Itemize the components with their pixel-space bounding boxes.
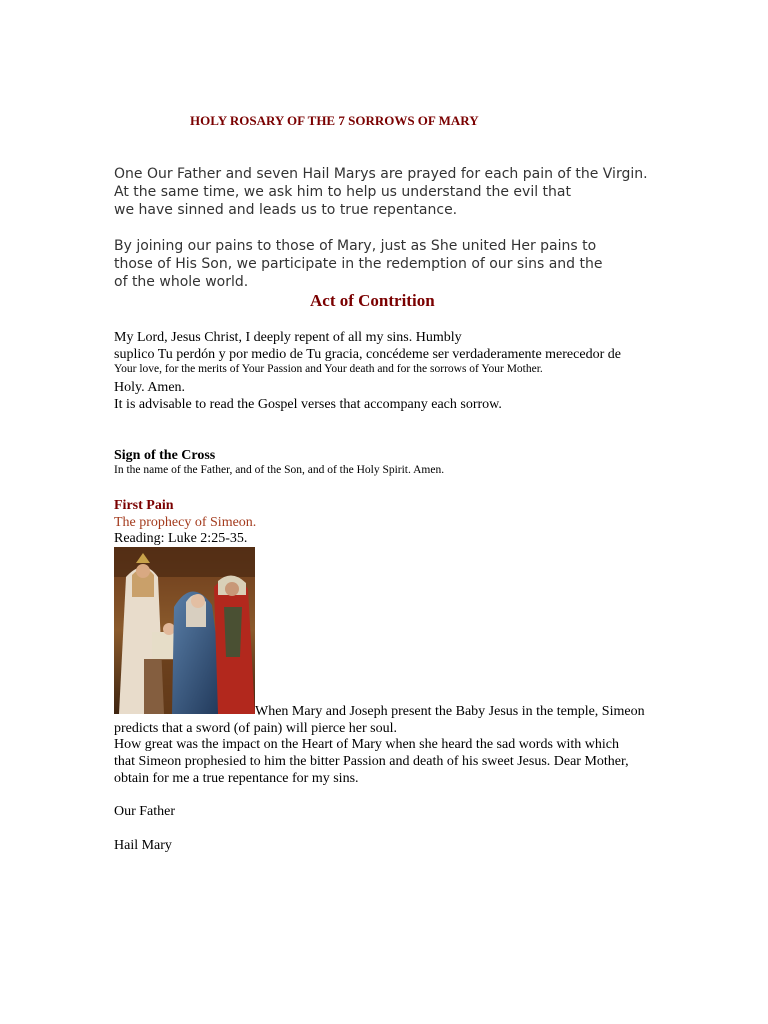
page-title: HOLY ROSARY OF THE 7 SORROWS OF MARY xyxy=(190,113,479,128)
first-pain-subtitle: The prophecy of Simeon. xyxy=(114,515,257,530)
presentation-in-temple-painting xyxy=(114,547,255,714)
intro-paragraph-2 xyxy=(114,237,602,291)
intro-p2-line: those of His Son, we participate in the redemption of our sins and the xyxy=(114,256,603,272)
intro-p1-line: One Our Father and seven Hail Marys are prayed for each pain of the Virgin. xyxy=(114,166,648,182)
contrition-line: Holy. Amen. xyxy=(114,380,186,395)
sign-of-cross-text: In the name of the Father, and of the Son, and of the Holy Spirit. Amen. xyxy=(114,464,445,476)
reflection-line: obtain for me a true repentance for my sins. xyxy=(114,771,359,786)
contrition-line: suplico Tu perdón y por medio de Tu gracia, concédeme ser verdaderamente merecedor de xyxy=(114,347,621,362)
intro-p1-line: At the same time, we ask him to help us understand the evil that xyxy=(114,184,571,200)
intro-p2-line: of the whole world. xyxy=(114,274,249,290)
contrition-advice: It is advisable to read the Gospel verses that accompany each sorrow. xyxy=(114,397,502,412)
act-of-contrition-heading: Act of Contrition xyxy=(310,291,435,310)
contrition-line: My Lord, Jesus Christ, I deeply repent of all my sins. Humbly xyxy=(114,330,462,345)
reflection-line: that Simeon prophesied to him the bitter Passion and death of his sweet Jesus. Dear Mother, xyxy=(114,754,629,769)
caption-line: predicts that a sword (of pain) will pierce her soul. xyxy=(114,721,398,736)
intro-p2-line: By joining our pains to those of Mary, just as She united Her pains to xyxy=(114,238,597,254)
sign-of-cross-heading: Sign of the Cross xyxy=(114,448,216,463)
hail-mary-prayer: Hail Mary xyxy=(114,838,172,853)
reflection-line: How great was the impact on the Heart of Mary when she heard the sad words with which xyxy=(114,737,620,752)
intro-paragraph-1 xyxy=(114,165,648,219)
contrition-line: Your love, for the merits of Your Passion and Your death and for the sorrows of Your Mother. xyxy=(114,363,543,375)
caption-line: When Mary and Joseph present the Baby Jesus in the temple, Simeon xyxy=(255,704,645,719)
reading-reference: Reading: Luke 2:25-35. xyxy=(114,531,248,546)
first-pain-heading: First Pain xyxy=(114,498,174,513)
our-father-prayer: Our Father xyxy=(114,804,176,819)
intro-p1-line: we have sinned and leads us to true repentance. xyxy=(114,202,458,218)
